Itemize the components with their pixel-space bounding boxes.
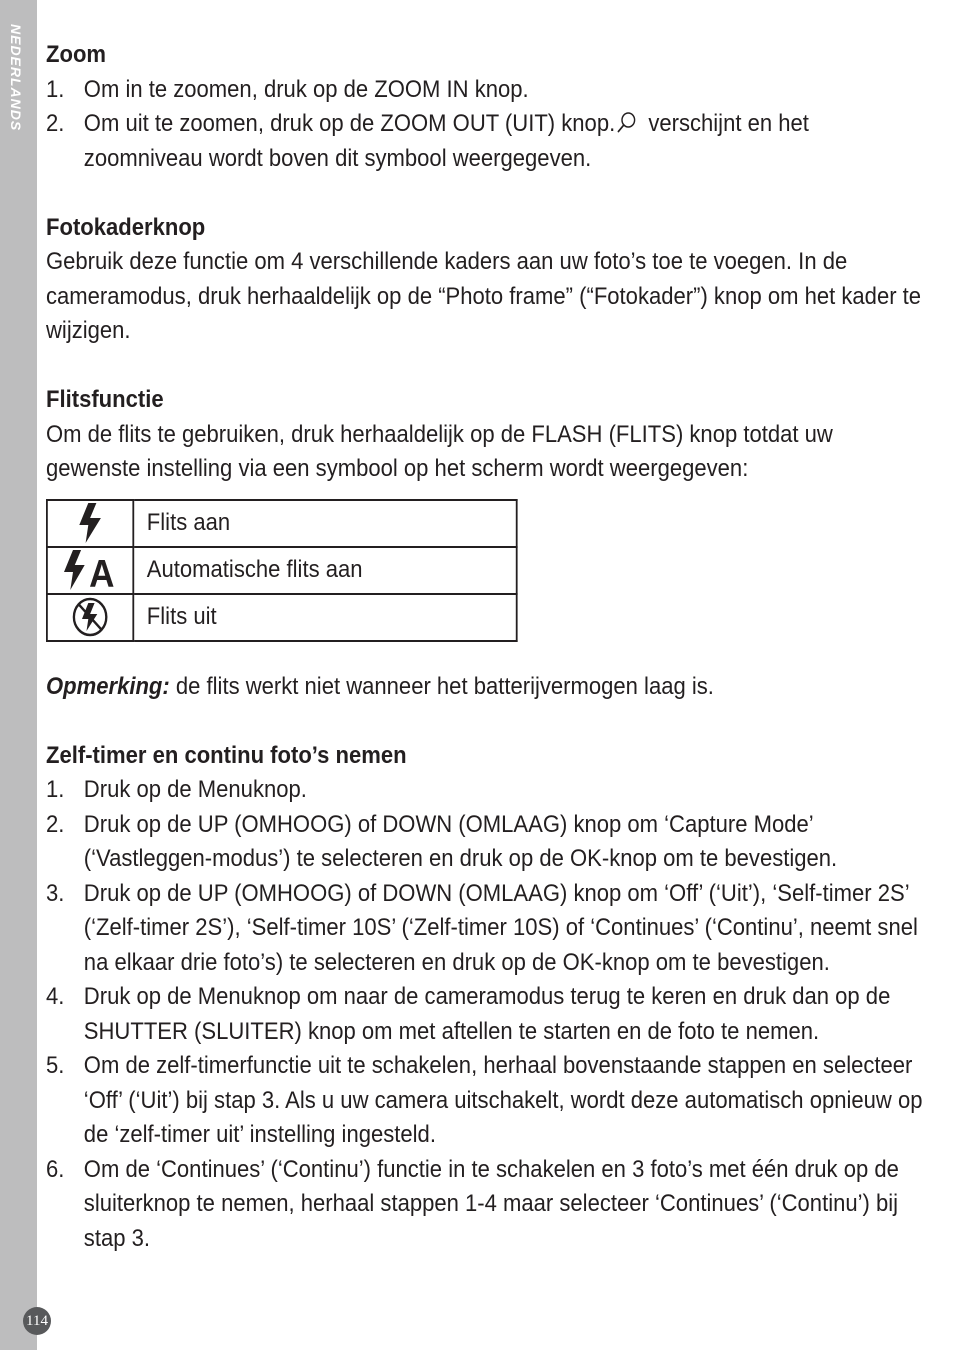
list-item [46,1153,926,1257]
flash-table [46,499,518,642]
magnifier-icon [617,111,639,133]
flash-heading: Flitsfunctie [46,386,164,413]
list-item [46,1049,926,1153]
step-number: 4. [46,983,65,1010]
flash-label: Flits aan [133,500,516,547]
self-timer-heading: Zelf-timer en continu foto’s nemen [46,741,407,769]
zoom-steps [46,73,926,177]
language-label: NEDERLANDS [8,24,24,132]
self-timer-steps [46,773,926,1256]
flash-body: Om de flits te gebruiken, druk herhaaldelijk op de FLASH (FLITS) knop totdat uw gewenste instelling via een symbool op het scherm wordt weergegeven: [46,420,833,482]
step-text: Druk op de Menuknop. [83,776,307,803]
flash-label: Flits uit [133,594,516,641]
list-item [46,73,926,108]
flash-icon-cell [47,547,133,594]
step-text: Om de ‘Continues’ (‘Continu’) functie in te schakelen en 3 foto’s met één druk op de sluiterknop te nemen, herhaal stappen 1-4 maar selecteer ‘Continues’ (‘Continu’) bij stap 3. [83,1155,899,1252]
step-number: 2. [46,810,65,838]
table-row [47,547,517,594]
flash-on-icon [77,502,104,544]
flash-auto-letter: A [89,551,115,591]
step-text: Om de zelf-timerfunctie uit te schakelen, herhaal bovenstaande stappen en selecteer ‘Off’ (‘Uit’) bij stap 3. Als u uw camera uitschakelt, wordt deze automatisch opnieuw op de ‘zelf-timer uit’ instelling ingesteld. [83,1052,923,1148]
step-number: 2. [46,110,65,137]
table-row [47,500,517,547]
step-number: 1. [46,75,65,103]
step-text: Druk op de UP (OMHOOG) of DOWN (OMLAAG) knop om ‘Capture Mode’ (‘Vastleggen-modus’) te selecteren en druk op de OK-knop om te bevestigen. [83,810,838,872]
step-text: Druk op de Menuknop om naar de cameramodus terug te keren en druk dan op de SHUTTER (SLUITER) knop om met aftellen te starten en de foto te nemen. [83,983,891,1045]
page-content [46,38,923,1256]
step-number: 1. [46,776,65,803]
step-number: 5. [46,1052,65,1079]
step-number: 6. [46,1155,65,1183]
note-text: de flits werkt niet wanneer het batterijvermogen laag is. [169,672,714,700]
flash-off-icon [71,596,109,638]
zoom-heading: Zoom [46,41,107,68]
step-number: 3. [46,879,65,907]
step-text: Om in te zoomen, druk op de ZOOM IN knop. [83,75,529,103]
list-item [46,107,926,176]
step-text: Druk op de UP (OMHOOG) of DOWN (OMLAAG) knop om ‘Off’ (‘Uit’), ‘Self-timer 2S’ (‘Zelf-timer 2S’), ‘Self-timer 10S’ (‘Zelf-timer 10S) of ‘Continues’ (‘Continu’, neemt snel na elkaar drie foto’s) te selecteren en druk op de OK-knop om te bevestigen. [83,879,918,976]
step-text-after: verschijnt en het zoomniveau wordt boven dit symbool weergegeven. [83,110,809,172]
photo-frame-heading: Fotokaderknop [46,213,206,241]
list-item [46,808,926,877]
list-item [46,877,926,981]
note-lead: Opmerking: [46,672,170,700]
side-strip [0,0,37,1350]
flash-label: Automatische flits aan [133,547,516,594]
note [46,670,926,705]
step-text-before: Om uit te zoomen, druk op de ZOOM OUT (UIT) knop. [83,110,616,137]
photo-frame-body: Gebruik deze functie om 4 verschillende kaders aan uw foto’s toe te voegen. In de cameramodus, druk herhaaldelijk op de “Photo frame” (“Fotokader”) knop om het kader te wijzigen. [46,248,922,344]
flash-icon-cell [47,500,133,547]
table-row [47,594,517,641]
list-item [46,773,926,808]
page-number: 114 [23,1307,51,1335]
list-item [46,980,926,1049]
step-text [84,107,926,176]
flash-auto-icon [62,549,118,591]
flash-icon-cell [47,594,133,641]
